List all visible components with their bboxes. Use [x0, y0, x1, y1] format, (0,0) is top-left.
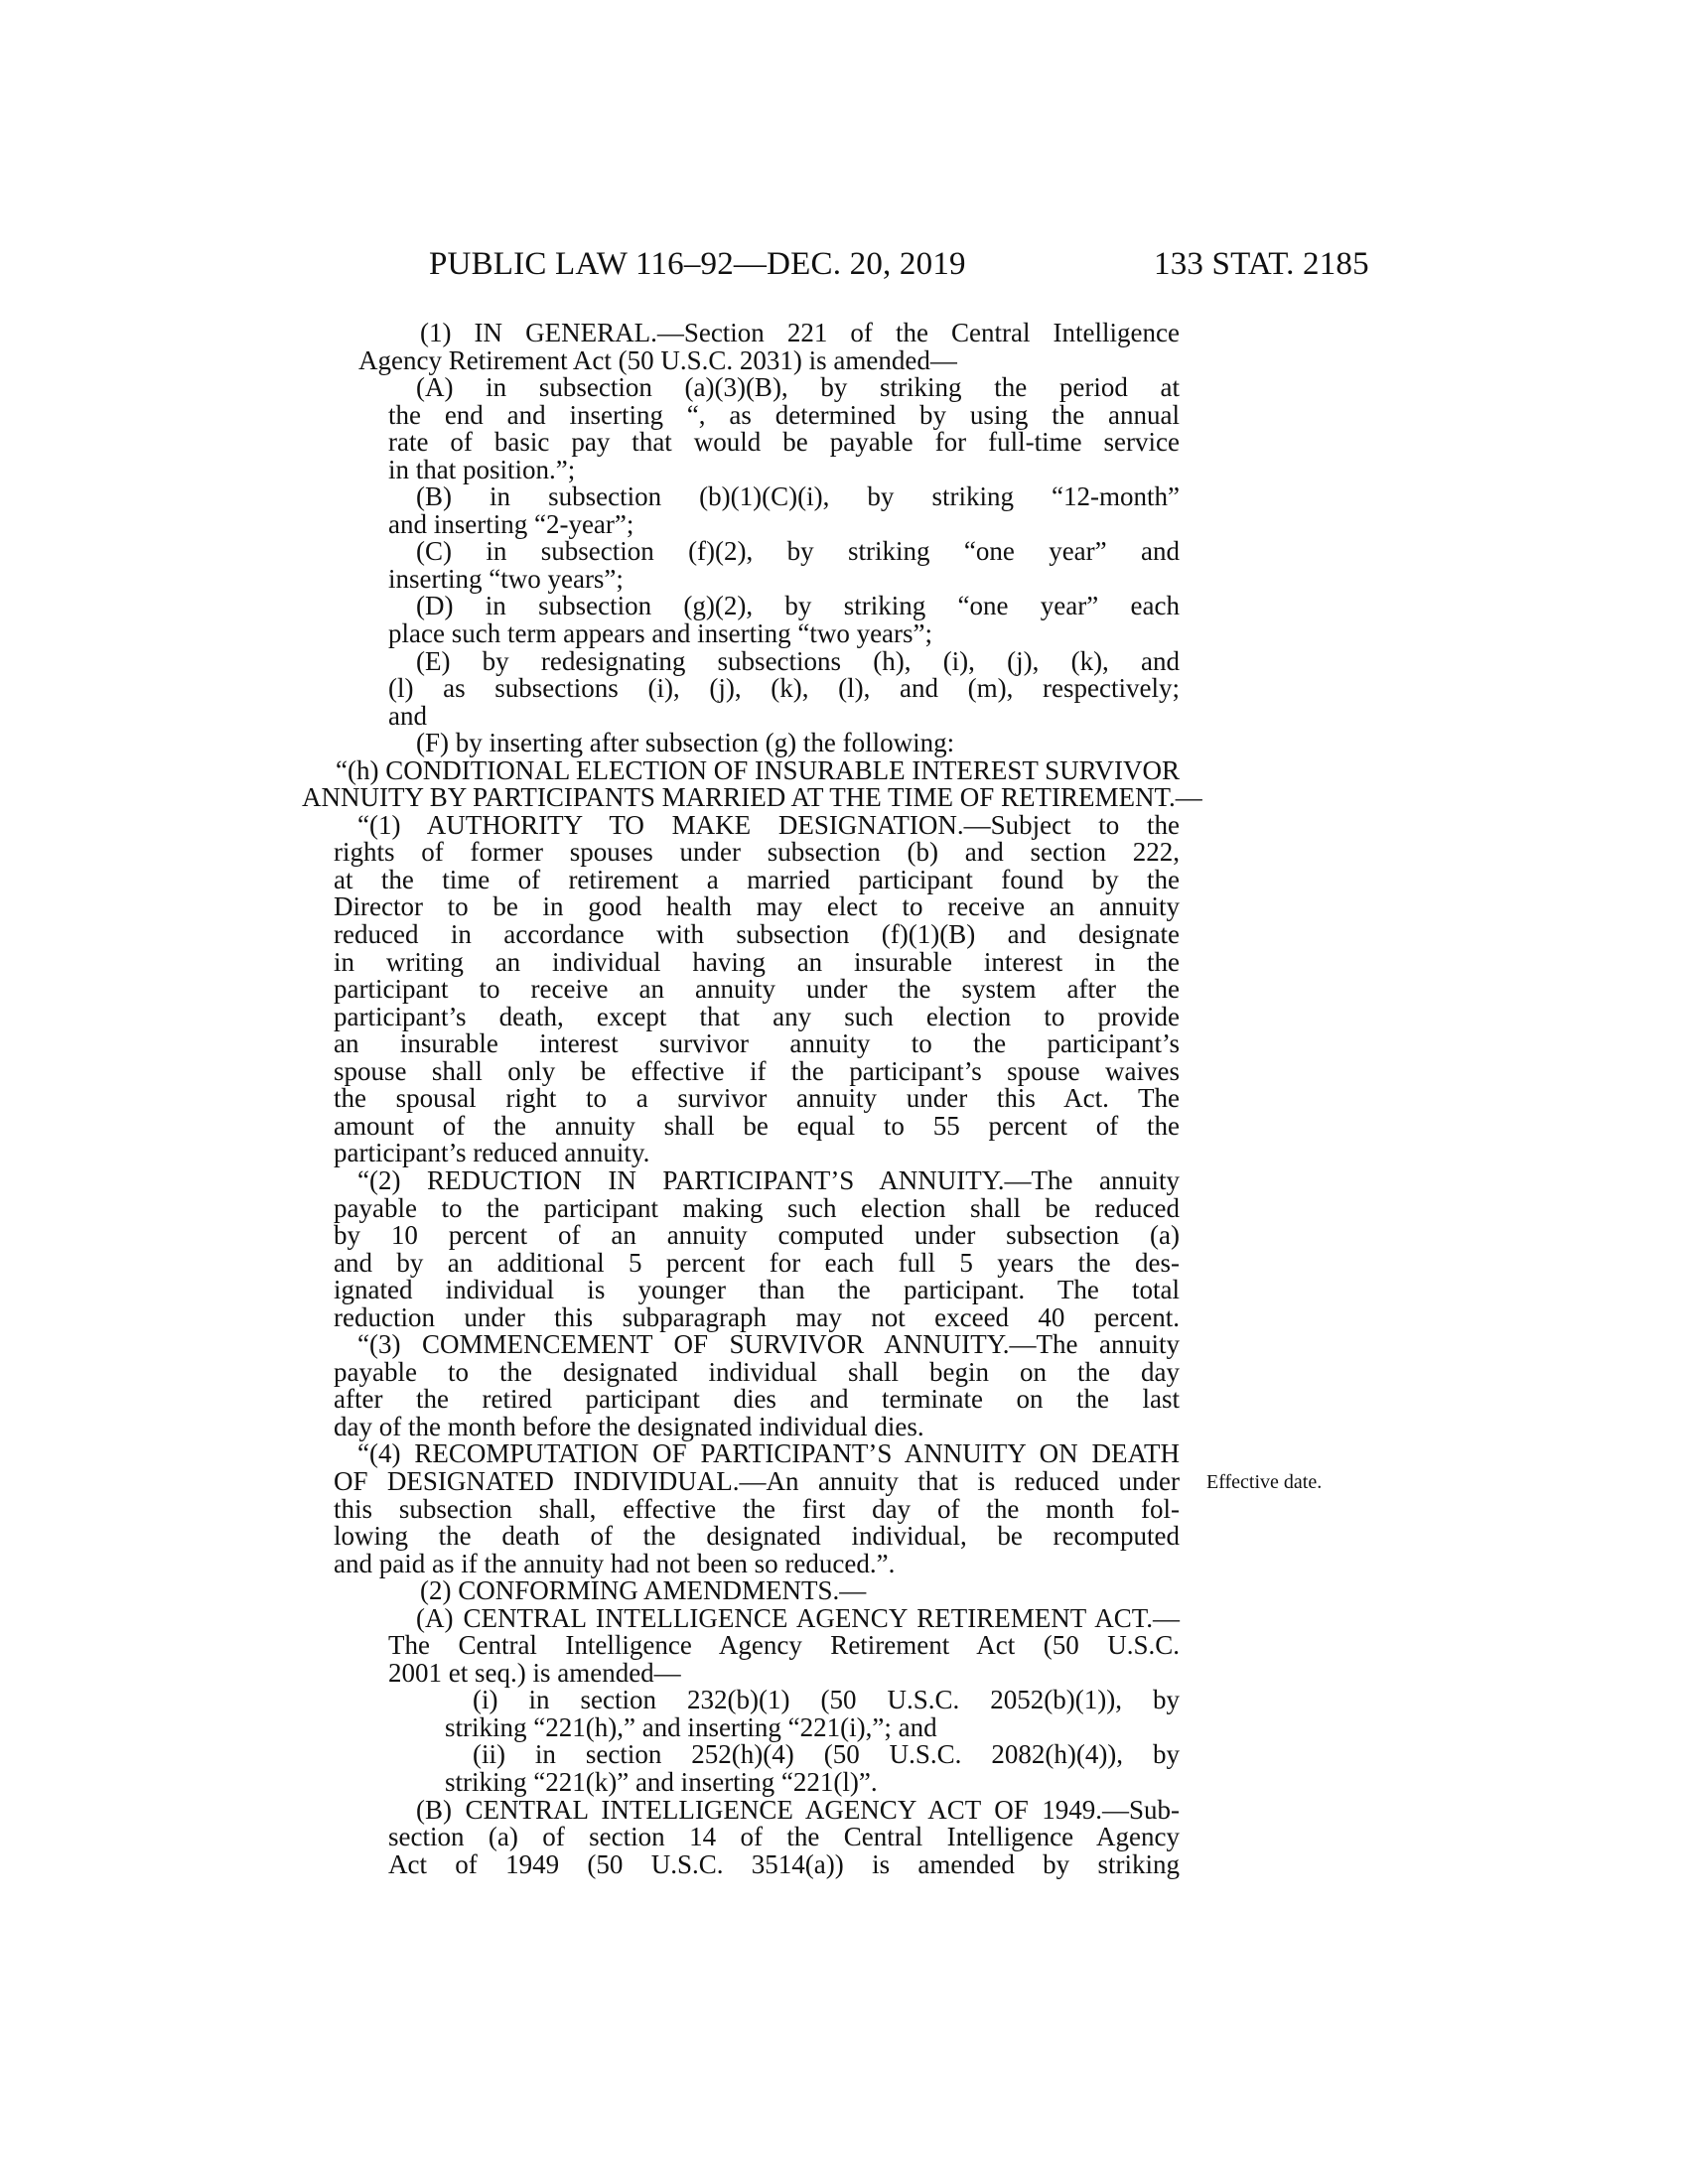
text-line: in writing an individual having an insurable interest in the	[334, 946, 1180, 977]
text-line: rights of former spouses under subsection (b) and section 222,	[334, 837, 1180, 868]
text-line: and inserting “2-year”;	[388, 508, 634, 539]
text-line: “(4) RECOMPUTATION OF PARTICIPANT’S ANNUITY ON DEATH	[357, 1438, 1180, 1469]
text-line: payable to the participant making such election shall be reduced	[334, 1192, 1180, 1223]
text-line: by 10 percent of an annuity computed under subsection (a)	[334, 1220, 1180, 1251]
text-line: day of the month before the designated individual dies.	[334, 1411, 924, 1441]
running-header-title: PUBLIC LAW 116–92—DEC. 20, 2019	[429, 246, 966, 282]
text-line: (A) in subsection (a)(3)(B), by striking the period at	[416, 372, 1180, 403]
text-line: place such term appears and inserting “two years”;	[388, 618, 933, 649]
text-line: (F) by inserting after subsection (g) the following:	[416, 728, 955, 758]
body-text	[302, 318, 1202, 1879]
text-line: (1) IN GENERAL.—Section 221 of the Central Intelligence	[420, 318, 1180, 347]
text-line: striking “221(k)” and inserting “221(l)”.	[445, 1766, 878, 1797]
text-line: participant’s death, except that any such election to provide	[334, 1001, 1180, 1031]
text-line: the end and inserting “, as determined by using the annual	[388, 399, 1180, 430]
text-line: reduction under this subparagraph may not exceed 40 percent.	[334, 1301, 1180, 1332]
text-line: amount of the annuity shall be equal to 55 percent of the	[334, 1110, 1180, 1141]
text-line: an insurable interest survivor annuity to the participant’s	[334, 1028, 1180, 1059]
text-line: Act of 1949 (50 U.S.C. 3514(a)) is amended by striking	[388, 1848, 1180, 1879]
text-line: The Central Intelligence Agency Retirement Act (50 U.S.C.	[388, 1630, 1180, 1661]
text-line: (C) in subsection (f)(2), by striking “one year” and	[416, 536, 1180, 567]
text-line: ignated individual is younger than the participant. The total	[334, 1275, 1180, 1305]
text-line: (ii) in section 252(h)(4) (50 U.S.C. 2082(h)(4)), by	[473, 1739, 1180, 1770]
text-line: participant to receive an annuity under the system after the	[334, 974, 1180, 1005]
text-line: this subsection shall, effective the first day of the month fol-	[334, 1493, 1180, 1524]
text-line: striking “221(h),” and inserting “221(i),”; and	[445, 1711, 937, 1742]
text-line: spouse shall only be effective if the participant’s spouse waives	[334, 1055, 1180, 1086]
text-line: “(3) COMMENCEMENT OF SURVIVOR ANNUITY.—The annuity	[357, 1329, 1180, 1360]
text-line: inserting “two years”;	[388, 563, 624, 594]
text-line: (B) in subsection (b)(1)(C)(i), by striking “12-month”	[416, 481, 1180, 512]
text-line: lowing the death of the designated individual, be recomputed	[334, 1521, 1180, 1552]
text-line: rate of basic pay that would be payable for full-time service	[388, 427, 1180, 458]
text-line: “(1) AUTHORITY TO MAKE DESIGNATION.—Subject to the	[357, 809, 1180, 840]
text-line: ANNUITY BY PARTICIPANTS MARRIED AT THE TIME OF RETIREMENT.—	[302, 782, 1202, 813]
text-line: section (a) of section 14 of the Central Intelligence Agency	[388, 1822, 1180, 1852]
text-line: Director to be in good health may elect to receive an annuity	[334, 891, 1180, 922]
text-line: “(2) REDUCTION IN PARTICIPANT’S ANNUITY.—The annuity	[357, 1164, 1180, 1195]
text-line: “(h) CONDITIONAL ELECTION OF INSURABLE INTEREST SURVIVOR	[336, 754, 1180, 785]
text-line: reduced in accordance with subsection (f)(1)(B) and designate	[334, 919, 1180, 950]
text-line: and	[388, 700, 427, 731]
text-line: and paid as if the annuity had not been so reduced.”.	[334, 1548, 896, 1578]
text-line: after the retired participant dies and terminate on the last	[334, 1384, 1180, 1415]
margin-note: Effective date.	[1206, 1471, 1323, 1493]
page-number: 133 STAT. 2185	[1154, 246, 1369, 282]
text-line: OF DESIGNATED INDIVIDUAL.—An annuity that is reduced under	[334, 1465, 1180, 1496]
text-line: (E) by redesignating subsections (h), (i), (j), (k), and	[416, 645, 1180, 676]
text-line: the spousal right to a survivor annuity under this Act. The	[334, 1083, 1180, 1114]
text-line: Agency Retirement Act (50 U.S.C. 2031) is amended—	[358, 344, 957, 375]
text-line: (D) in subsection (g)(2), by striking “one year” each	[416, 591, 1180, 621]
text-line: at the time of retirement a married participant found by the	[334, 864, 1180, 894]
text-line: (A) CENTRAL INTELLIGENCE AGENCY RETIREMENT ACT.—	[416, 1602, 1180, 1633]
text-line: in that position.”;	[388, 454, 576, 484]
text-line: (l) as subsections (i), (j), (k), (l), and (m), respectively;	[388, 673, 1180, 704]
text-line: participant’s reduced annuity.	[334, 1138, 650, 1168]
text-line: payable to the designated individual shall begin on the day	[334, 1356, 1180, 1387]
text-line: (2) CONFORMING AMENDMENTS.—	[420, 1575, 867, 1606]
text-line: 2001 et seq.) is amended—	[388, 1657, 681, 1688]
text-line: (i) in section 232(b)(1) (50 U.S.C. 2052(b)(1)), by	[473, 1685, 1180, 1715]
text-line: and by an additional 5 percent for each full 5 years the des-	[334, 1247, 1180, 1278]
text-line: (B) CENTRAL INTELLIGENCE AGENCY ACT OF 1949.—Sub-	[416, 1794, 1180, 1825]
